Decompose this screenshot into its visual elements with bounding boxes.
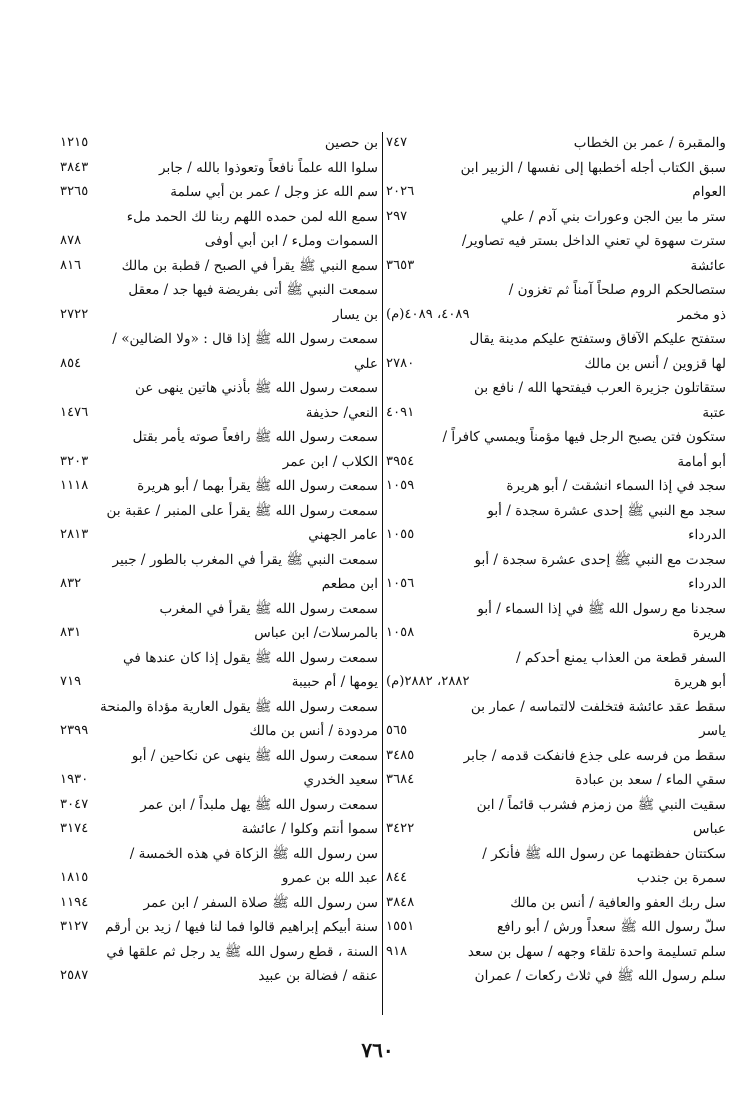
index-entry-line	[60, 768, 378, 793]
entry-number: ٢٥٨٧	[60, 968, 89, 983]
entry-text: سجدت مع النبي ﷺ إحدى عشرة سجدة / أبو	[474, 551, 726, 568]
entry-number: ٤٠٨٩، ٤٠٨٩(م)	[386, 306, 470, 322]
entry-text: ذو مخمر	[677, 306, 726, 323]
index-entry-line	[60, 646, 378, 671]
entry-text: سمعت رسول الله ﷺ إذا قال : «ولا الضالين» /	[112, 331, 378, 347]
index-entry-line	[60, 621, 378, 646]
entry-number: ١٥٥١	[386, 919, 415, 934]
index-entry-line	[60, 915, 378, 940]
index-entry-line	[60, 278, 378, 303]
index-entry-line	[60, 131, 378, 156]
entry-text: سمعت رسول الله ﷺ يقرأ بهما / أبو هريرة	[137, 478, 378, 494]
entry-number: ١٠٥٦	[386, 576, 415, 591]
entry-number: ٢٧٨٠	[386, 355, 415, 371]
index-entry-line	[60, 597, 378, 622]
index-entry-line	[60, 695, 378, 720]
entry-text: سل ربك العفو والعافية / أنس بن مالك	[510, 894, 726, 911]
entry-text: عبد الله بن عمرو	[281, 870, 378, 886]
entry-number: ٨٣٢	[60, 576, 82, 591]
entry-text: الدرداء	[688, 576, 726, 592]
index-entry-line	[386, 548, 726, 573]
entry-text: ستر ما بين الجن وعورات بني آدم / علي	[500, 208, 726, 225]
entry-number: ١٩٣٠	[60, 772, 89, 787]
index-entry-line	[386, 303, 726, 328]
entry-text: علي	[354, 355, 378, 372]
entry-number: ٢٩٧	[386, 208, 408, 224]
index-entry-line	[60, 817, 378, 842]
index-entry-line	[386, 695, 726, 720]
index-entry-line	[386, 278, 726, 303]
index-entry-line	[386, 866, 726, 891]
entry-text: سن رسول الله ﷺ الزكاة في هذه الخمسة /	[129, 845, 378, 862]
entry-text: سمعت رسول الله ﷺ يقرأ على المنبر / عقبة بن	[106, 502, 378, 519]
index-entry-line	[386, 327, 726, 352]
index-entry-line	[386, 180, 726, 205]
entry-text: سم الله عز وجل / عمر بن أبي سلمة	[170, 184, 378, 200]
entry-number: ٢٧٢٢	[60, 306, 89, 322]
entry-number: ١٠٥٩	[386, 478, 415, 493]
entry-number: ٨٤٤	[386, 870, 408, 885]
entry-text: سترت سهوة لي تعني الداخل بستر فيه تصاوير/	[461, 233, 726, 249]
entry-text: السموات وملء / ابن أبي أوفى	[204, 233, 378, 249]
index-entry-line	[386, 156, 726, 181]
entry-number: ١٠٥٨	[386, 625, 415, 640]
entry-text: النعي/ حذيفة	[305, 404, 378, 421]
index-entry-line	[386, 793, 726, 818]
index-entry-line	[60, 499, 378, 524]
entry-number: ٣٨٤٣	[60, 159, 89, 175]
index-entry-line	[60, 303, 378, 328]
index-entry-line	[60, 376, 378, 401]
entry-number: ٤٠٩١	[386, 404, 415, 420]
entry-text: سمعت النبي ﷺ أتى بفريضة فيها جد / معقل	[128, 282, 378, 298]
entry-number: ٨١٦	[60, 257, 82, 273]
entry-text: سجد في إذا السماء انشقت / أبو هريرة	[506, 478, 726, 494]
entry-text: سكتتان حفظتهما عن رسول الله ﷺ فأنكر /	[482, 845, 726, 862]
entry-number: ٣٨٤٨	[386, 894, 415, 910]
index-entry-line	[60, 572, 378, 597]
entry-number: ٣١٢٧	[60, 919, 89, 934]
entry-text: سمعت رسول الله ﷺ رافعاً صوته يأمر بقتل	[132, 429, 378, 445]
entry-number: ١٠٥٥	[386, 527, 415, 542]
entry-number: ٥٦٥	[386, 723, 408, 738]
entry-text: يومها / أم حبيبة	[291, 674, 378, 690]
entry-number: ٧١٩	[60, 674, 82, 689]
index-entry-line	[60, 180, 378, 205]
entry-number: ٢٨١٣	[60, 527, 89, 542]
entry-text: سعيد الخدري	[303, 772, 378, 788]
entry-text: بن يسار	[332, 306, 378, 323]
index-entry-line	[386, 352, 726, 377]
entry-text: سمعت رسول الله ﷺ يقول العارية مؤداة والمنحة	[100, 698, 378, 715]
entry-number: ٨٥٤	[60, 355, 82, 371]
entry-number: ٨٣١	[60, 625, 82, 640]
entry-text: ستكون فتن يصبح الرجل فيها مؤمناً ويمسي كافراً /	[442, 429, 726, 445]
entry-text: أبو هريرة	[674, 674, 726, 690]
entry-number: ١٢١٥	[60, 135, 89, 150]
entry-number: ٣٠٤٧	[60, 796, 89, 812]
index-entry-line	[60, 401, 378, 426]
index-entry-line	[386, 499, 726, 524]
entry-number: ١١٩٤	[60, 894, 89, 910]
entry-text: عائشة	[690, 257, 726, 274]
index-entry-line	[386, 891, 726, 916]
entry-text: سقيت النبي ﷺ من زمزم فشرب قائماً / ابن	[476, 796, 726, 813]
entry-text: سمعت رسول الله ﷺ يقرأ في المغرب	[159, 600, 378, 617]
entry-number: ٣٢٦٥	[60, 184, 89, 199]
entry-text: سمعت النبي ﷺ يقرأ في المغرب بالطور / جبير	[112, 551, 378, 568]
index-entry-line	[60, 670, 378, 695]
index-entry-line	[60, 327, 378, 352]
column-divider	[382, 132, 383, 1015]
entry-number: ١٨١٥	[60, 870, 89, 885]
index-column-right	[386, 131, 726, 989]
entry-text: سموا أنتم وكلوا / عائشة	[241, 821, 378, 837]
index-entry-line	[386, 964, 726, 989]
index-entry-line	[386, 744, 726, 769]
index-entry-line	[386, 523, 726, 548]
entry-number: ٢٣٩٩	[60, 723, 89, 738]
index-entry-line	[60, 425, 378, 450]
index-entry-line	[386, 940, 726, 965]
index-entry-line	[60, 474, 378, 499]
index-entry-line	[386, 670, 726, 695]
index-entry-line	[60, 842, 378, 867]
index-entry-line	[386, 915, 726, 940]
index-entry-line	[60, 205, 378, 230]
index-entry-line	[386, 131, 726, 156]
entry-text: سن رسول الله ﷺ صلاة السفر / ابن عمر	[143, 894, 378, 911]
index-entry-line	[386, 450, 726, 475]
entry-number: ٣٤٢٢	[386, 821, 415, 836]
index-entry-line	[60, 964, 378, 989]
entry-number: ٣٢٠٣	[60, 453, 89, 469]
entry-text: السنة ، قطع رسول الله ﷺ يد رجل ثم علقها في	[106, 943, 378, 960]
index-entry-line	[60, 891, 378, 916]
entry-text: الدرداء	[688, 527, 726, 543]
entry-text: العوام	[692, 184, 726, 200]
entry-text: سمعت رسول الله ﷺ ينهى عن نكاحين / أبو	[131, 747, 378, 764]
entry-number: ١١١٨	[60, 478, 89, 493]
entry-text: ياسر	[699, 723, 726, 739]
index-entry-line	[60, 940, 378, 965]
index-entry-line	[60, 866, 378, 891]
entry-text: هريرة	[692, 625, 726, 641]
entry-number: ٢٨٨٢، ٢٨٨٢(م)	[386, 674, 470, 689]
entry-text: الكلاب / ابن عمر	[282, 453, 378, 470]
entry-text: والمقبرة / عمر بن الخطاب	[573, 135, 726, 151]
entry-text: سجد مع النبي ﷺ إحدى عشرة سجدة / أبو	[487, 502, 726, 519]
index-entry-line	[386, 474, 726, 499]
entry-text: عتبة	[702, 404, 726, 421]
entry-text: عنقه / فضالة بن عبيد	[258, 968, 378, 984]
entry-text: عامر الجهني	[308, 527, 378, 543]
entry-number: ٣٩٥٤	[386, 453, 415, 469]
index-entry-line	[60, 450, 378, 475]
entry-text: مردودة / أنس بن مالك	[249, 723, 378, 739]
index-entry-line	[386, 229, 726, 254]
entry-text: عباس	[693, 821, 726, 837]
page-number: ٧٦٠	[361, 1038, 394, 1062]
entry-text: سنة أبيكم إبراهيم قالوا فما لنا فيها / زيد بن أرقم	[105, 919, 378, 935]
index-entry-line	[386, 842, 726, 867]
entry-text: بالمرسلات/ ابن عباس	[254, 625, 378, 641]
index-entry-line	[386, 597, 726, 622]
entry-text: سلّ رسول الله ﷺ سعداً ورش / أبو رافع	[496, 919, 726, 935]
entry-number: ٢٠٢٦	[386, 184, 415, 199]
index-entry-line	[60, 523, 378, 548]
entry-text: ستصالحكم الروم صلحاً آمناً ثم تغزون /	[508, 282, 726, 298]
index-entry-line	[386, 572, 726, 597]
entry-text: ستفتح عليكم الآفاق وستفتح عليكم مدينة يقال	[469, 331, 726, 347]
index-entry-line	[386, 621, 726, 646]
index-entry-line	[386, 768, 726, 793]
entry-text: سمع النبي ﷺ يقرأ في الصبح / قطبة بن مالك	[121, 257, 378, 274]
index-entry-line	[60, 229, 378, 254]
entry-text: لها قزوين / أنس بن مالك	[584, 355, 726, 372]
entry-number: ٨٧٨	[60, 233, 82, 248]
entry-text: سمرة بن جندب	[636, 870, 726, 886]
index-entry-line	[386, 817, 726, 842]
entry-text: ستقاتلون جزيرة العرب فيفتحها الله / نافع بن	[474, 380, 726, 396]
entry-text: سقي الماء / سعد بن عبادة	[575, 772, 726, 788]
entry-number: ١٤٧٦	[60, 404, 89, 420]
entry-text: سمعت رسول الله ﷺ يقول إذا كان عندها في	[123, 649, 378, 666]
entry-text: سقط من فرسه على جذع فانفكت قدمه / جابر	[463, 747, 726, 764]
index-entry-line	[386, 401, 726, 426]
entry-number: ٣٦٨٤	[386, 772, 415, 787]
entry-text: سمع الله لمن حمده اللهم ربنا لك الحمد ملء	[126, 208, 378, 225]
entry-text: السفر قطعة من العذاب يمنع أحدكم /	[515, 649, 726, 666]
index-entry-line	[60, 156, 378, 181]
index-entry-line	[60, 254, 378, 279]
entry-text: سمعت رسول الله ﷺ بأذني هاتين ينهى عن	[135, 380, 378, 396]
entry-text: ابن مطعم	[321, 576, 378, 592]
index-entry-line	[60, 548, 378, 573]
entry-text: سبق الكتاب أجله أخطبها إلى نفسها / الزبير ابن	[460, 159, 726, 176]
index-column-left	[60, 131, 378, 989]
entry-number: ٣٦٥٣	[386, 257, 415, 273]
entry-text: سقط عقد عائشة فتخلفت لالتماسه / عمار بن	[470, 698, 726, 715]
entry-number: ٩١٨	[386, 943, 408, 959]
index-entry-line	[60, 352, 378, 377]
index-entry-line	[60, 744, 378, 769]
entry-text: سلم تسليمة واحدة تلقاء وجهه / سهل بن سعد	[467, 943, 726, 960]
entry-text: أبو أمامة	[677, 453, 726, 470]
index-entry-line	[386, 425, 726, 450]
index-entry-line	[386, 254, 726, 279]
index-entry-line	[60, 793, 378, 818]
entry-text: سلوا الله علماً نافعاً وتعوذوا بالله / جابر	[159, 159, 378, 176]
index-entry-line	[386, 719, 726, 744]
entry-text: سلم رسول الله ﷺ في ثلاث ركعات / عمران	[474, 968, 726, 984]
index-entry-line	[60, 719, 378, 744]
index-entry-line	[386, 646, 726, 671]
entry-number: ٧٤٧	[386, 135, 408, 150]
index-entry-line	[386, 205, 726, 230]
entry-number: ٣٤٨٥	[386, 747, 415, 763]
entry-number: ٣١٧٤	[60, 821, 89, 836]
entry-text: سمعت رسول الله ﷺ يهل ملبداً / ابن عمر	[140, 796, 378, 813]
entry-text: بن حصين	[324, 135, 378, 151]
index-entry-line	[386, 376, 726, 401]
entry-text: سجدنا مع رسول الله ﷺ في إذا السماء / أبو	[477, 600, 726, 617]
